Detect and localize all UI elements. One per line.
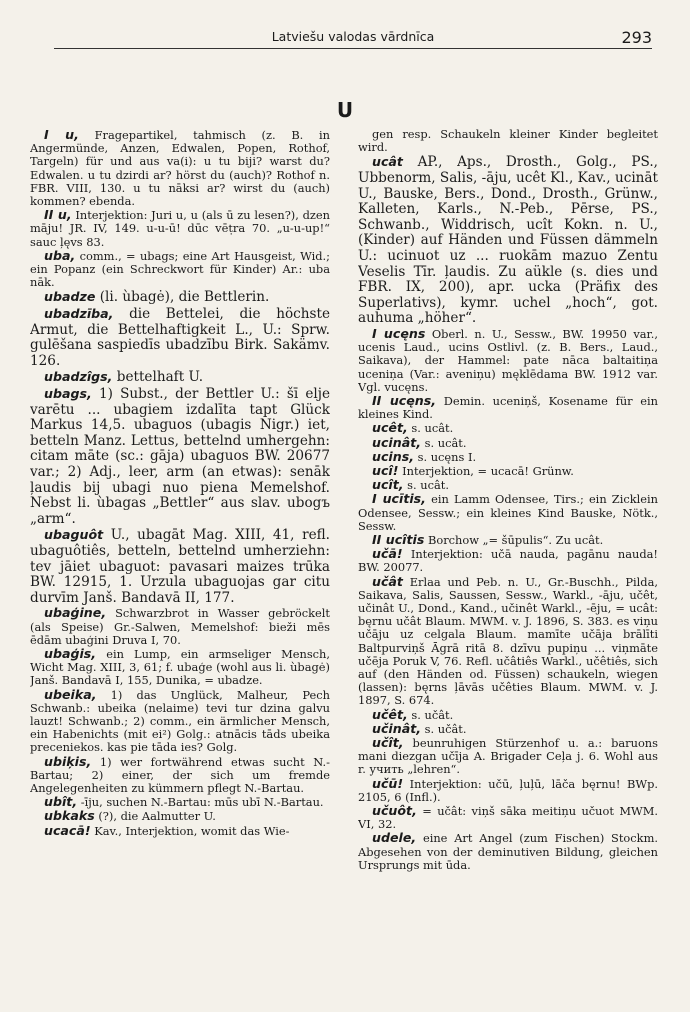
dictionary-entry — [30, 249, 330, 290]
entry-text: 1) wer fortwährend etwas sucht N.-Bartau; 2) einer, der sich um fremde Angelegenheiten zu kümmern pflegt N.-Bartau. — [30, 754, 330, 795]
entry-text: Fragepartikel, tahmisch (z. B. in Angermünde, Anzen, Edwalen, Popen, Rothof, Targeln) für und aus va(i): u tu biji? warst du? Edwalen. u tu dzirdi ar? hörst du (auch)? Rothof n. FBR. VIII, 130. u tu nāksi ar? wirst du (auch) kommen? ebenda. — [30, 128, 330, 209]
right-column — [358, 128, 658, 1000]
entry-text: gen resp. Schaukeln kleiner Kinder begleitet wird. — [358, 128, 658, 155]
entry-text: Oberl. n. U., Sessw., BW. 19950 var., ucenis Laud., ucins Ostlivl. (z. B. Bers., Laud., Saikava), der Hammel: pate nāca baltaitiņa uceniņa (Var.: aveniņu) męklēdama BW. 1912 var. Vgl. vucęns. — [358, 326, 658, 394]
page-header — [54, 28, 652, 49]
entry-headword: ucins, — [372, 448, 414, 464]
dictionary-entry — [30, 386, 330, 527]
dictionary-entry — [358, 777, 658, 804]
entry-text: die Bettelei, die höchste Armut, die Bettelhaftigkeit L., U.: Sprw. gulēšana saspiedīs ubadzību Birk. Sakämv. 126. — [30, 306, 330, 369]
dictionary-entry — [30, 289, 330, 306]
entry-text: -īju, suchen N.-Bartau: mūs ubī N.-Bartau. — [77, 795, 324, 810]
entry-text: eine Art Angel (zum Fischen) Stockm. Abgesehen von der deminutiven Bildung, gleichen Ursprungs mit ūda. — [358, 831, 658, 872]
entry-text: s. ucât. — [403, 478, 449, 493]
entry-headword: ucêt, — [372, 420, 408, 436]
entry-headword: ubags, — [44, 386, 92, 401]
dictionary-entry — [30, 824, 330, 838]
entry-headword: ucât — [372, 154, 403, 170]
dictionary-entry — [358, 154, 658, 327]
entry-text: Schwarzbrot in Wasser gebröckelt (als Speise) Gr.-Salwen, Memelshof: bieži mēs ēdām ubaģini Druva I, 70. — [30, 606, 330, 647]
left-column — [30, 128, 330, 1000]
entry-text: Kav., Interjektion, womit das Wie- — [90, 823, 290, 838]
entry-headword: ucacā! — [44, 822, 91, 838]
entry-headword: II ucîtis — [372, 531, 425, 547]
entry-text: ein Lamm Odensee, Tirs.; ein Zicklein Odensee, Sessw.; ein kleines Kind Bauske, Nötk., Sessw. — [358, 492, 658, 533]
entry-text: U., ubagāt Mag. XIII, 41, refl. ubaguôtiês, betteln, bettelnd umherziehn: tev jāiet ubaguot: pavasari maizes trūka BW. 12915, 1. Urzula ubaguojas gar citu durvīm Janš. Bandavā II, 177. — [30, 527, 330, 606]
dictionary-entry — [358, 831, 658, 872]
dictionary-entry — [30, 647, 330, 688]
entry-headword: učū! — [372, 775, 404, 791]
entry-text: s. ucât. — [421, 435, 467, 450]
entry-headword: ubeika, — [44, 686, 97, 702]
entry-text: bettelhaft U. — [112, 369, 204, 386]
entry-text: s. ucęns I. — [414, 449, 477, 464]
entry-headword: ubaģis, — [44, 645, 97, 661]
dictionary-entry — [358, 492, 658, 533]
dictionary-entry — [358, 478, 658, 492]
dictionary-entry — [358, 421, 658, 435]
dictionary-entry — [30, 527, 330, 606]
dictionary-entry — [30, 306, 330, 369]
entry-text: 1) das Unglück, Malheur, Pech Schwanb.: ubeika (nelaime) tevi tur dzina galvu lauzt! Schwanb.; 2) comm., ein ärmlicher Mensch, ein Habenichts (mit ei²) Golg.: atnācis tāds ubeika preceniekos. kas pie tāda ies? Golg. — [30, 687, 330, 755]
entry-headword: udele, — [372, 830, 417, 846]
entry-text: s. učât. — [421, 721, 467, 736]
entry-text: Interjektion: učū, ļuļū, lāča bęrnu! BWp. 2105, 6 (Infl.). — [358, 776, 658, 804]
entry-headword: učuôt, — [372, 803, 417, 819]
dictionary-entry — [358, 708, 658, 722]
entry-headword: ubadze — [44, 289, 96, 305]
entry-text: = učât: viņš sāka meitiņu učuot MWM. VI, 32. — [358, 804, 658, 832]
entry-headword: ucî! — [372, 462, 399, 478]
dictionary-entry — [358, 533, 658, 547]
dictionary-entry — [358, 804, 658, 831]
dictionary-entry — [30, 128, 330, 208]
entry-text: Interjektion: učā nauda, pagānu nauda! BW. 20077. — [358, 547, 658, 575]
entry-headword: ubadzîgs, — [44, 369, 113, 385]
entry-headword: učît, — [372, 735, 404, 751]
dictionary-entry — [358, 394, 658, 421]
page-number: 293 — [621, 28, 652, 47]
running-title: Latviešu valodas vārdnīca — [271, 29, 435, 44]
entry-headword: II ucęns, — [372, 392, 437, 408]
entry-headword: ubaguôt — [44, 527, 104, 543]
entry-text: AP., Aps., Drosth., Golg., PS., Ubbenorm, Salis, -āju, ucêt Kl., Kav., ucināt U., Bauske, Bers., Dond., Drosth., Grünw., Kalleten, Karls., N.-Peb., Pērse, PS., Schwanb., Widdrisch, ucît Kokn. n. U., (Kinder) auf Händen und Füssen dämmeln U.: ucinuot uz ... ruokām mazuo Zentu Veselis Tīr. ļaudis. Zu aükle (s. dies und FBR. IX, 200), apr. ucka (Präfix des Superlativs), kymr. uchel „hoch“, got. auhuma „höher“. — [358, 154, 658, 327]
dictionary-entry — [358, 547, 658, 574]
dictionary-entry — [30, 606, 330, 647]
dictionary-entry — [358, 722, 658, 736]
entry-headword: ubît, — [44, 794, 78, 810]
entry-text: comm., = ubags; eine Art Hausgeist, Wid.; ein Popanz (ein Schreckwort für Kinder) Ar.: uba nāk. — [30, 248, 330, 290]
dictionary-entry — [30, 755, 330, 796]
dictionary-entry — [358, 128, 658, 154]
entry-text: Borchow „= šūpulis“. Zu ucât. — [424, 532, 604, 547]
dictionary-entry — [30, 795, 330, 809]
entry-text: Interjektion, = ucacā! Grünw. — [398, 463, 574, 478]
entry-headword: učêt, — [372, 706, 408, 722]
dictionary-entry — [358, 736, 658, 777]
dictionary-entry — [30, 809, 330, 823]
entry-headword: učât — [372, 573, 403, 589]
entry-headword: ubiķis, — [44, 753, 92, 769]
entry-text: Interjektion: Juri u, u (als ū zu lesen?), dzen māju! JR. IV, 149. u-u-ū! dūc vēṭra 70. „u-u-up!“ sauc ļęvs 83. — [30, 208, 330, 249]
entry-text: ein Lump, ein armseliger Mensch, Wicht Mag. XIII, 3, 61; f. ubaģe (wohl aus li. ùbagė) Janš. Bandavā I, 155, Dunika, = ubadze. — [30, 646, 330, 688]
entry-headword: ubadzība, — [44, 306, 114, 322]
entry-text: Erlaa und Peb. n. U., Gr.-Buschh., Pilda, Saikava, Salis, Saussen, Sessw., Warkl., -āju, učêt, učinât U., Dond., Kand., učinêt Warkl., -ēju, = ucât: bęrnu učât Blaum. MWM. v. J. 1896, S. 383. es viņu učāju uz celgala Blaum. mamīte učāja brālīti Baltpurviņš Āgrā ritā 8. dzīvu pupiņu ... viņmāte učēja Poruk V, 76. Refl. učâtiês Warkl., učêtiês, sich auf (den Händen od. Füssen) schaukeln, wiegen (lassen): bęrns ļāvās učêties Blaum. MWM. v. J. 1897, S. 674. — [358, 574, 658, 708]
entry-headword: I u, — [44, 128, 79, 142]
entry-headword: učā! — [372, 546, 403, 562]
entry-text: (?), die Aalmutter U. — [94, 809, 216, 824]
entry-text: beunruhigen Stürzenhof u. a.: baruons mani diezgan učīja A. Brigader Ceļa j. 6. Wohl aus r. учить „lehren“. — [358, 736, 658, 777]
dictionary-entry — [30, 369, 330, 386]
entry-headword: uba, — [44, 247, 76, 263]
entry-text: 1) Subst., der Bettler U.: šī elje varētu ... ubagiem izdalīta tapt Glück Markus 14,5. ubaguos (ubagis Nigr.) iet, betteln Manz. Lettus, bettelnd umhergehn: citam māte (sc.: gāja) ubaguos BW. 20677 var.; 2) Adj., leer, arm (an etwas): senāk ļaudis bij ubagi nuo piena Memelshof. Nebst li. ùbagas „Bettler“ aus slav. ubogъ „arm“. — [30, 386, 330, 527]
entry-headword: II u, — [44, 207, 72, 223]
dictionary-entry — [358, 436, 658, 450]
entry-headword: ubkaks — [44, 808, 95, 824]
entry-headword: ubaģine, — [44, 605, 107, 621]
dictionary-entry — [358, 450, 658, 464]
dictionary-entry — [30, 688, 330, 755]
dictionary-entry — [30, 208, 330, 249]
dictionary-entry — [358, 464, 658, 478]
section-letter: U — [336, 98, 354, 122]
entry-text: (li. ùbagė), die Bettlerin. — [95, 289, 270, 306]
dictionary-entry — [358, 327, 658, 394]
entry-text: Demin. uceniņš, Kosename für ein kleines Kind. — [358, 393, 658, 422]
dictionary-entry — [358, 575, 658, 708]
entry-headword: ucinât, — [372, 434, 422, 450]
entry-text: s. ucât. — [407, 421, 454, 436]
entry-headword: učinât, — [372, 720, 422, 736]
entry-text: s. učât. — [407, 707, 454, 722]
entry-headword: ucît, — [372, 477, 404, 493]
entry-headword: I ucītis, — [372, 491, 426, 507]
entry-headword: I ucęns — [372, 325, 426, 341]
